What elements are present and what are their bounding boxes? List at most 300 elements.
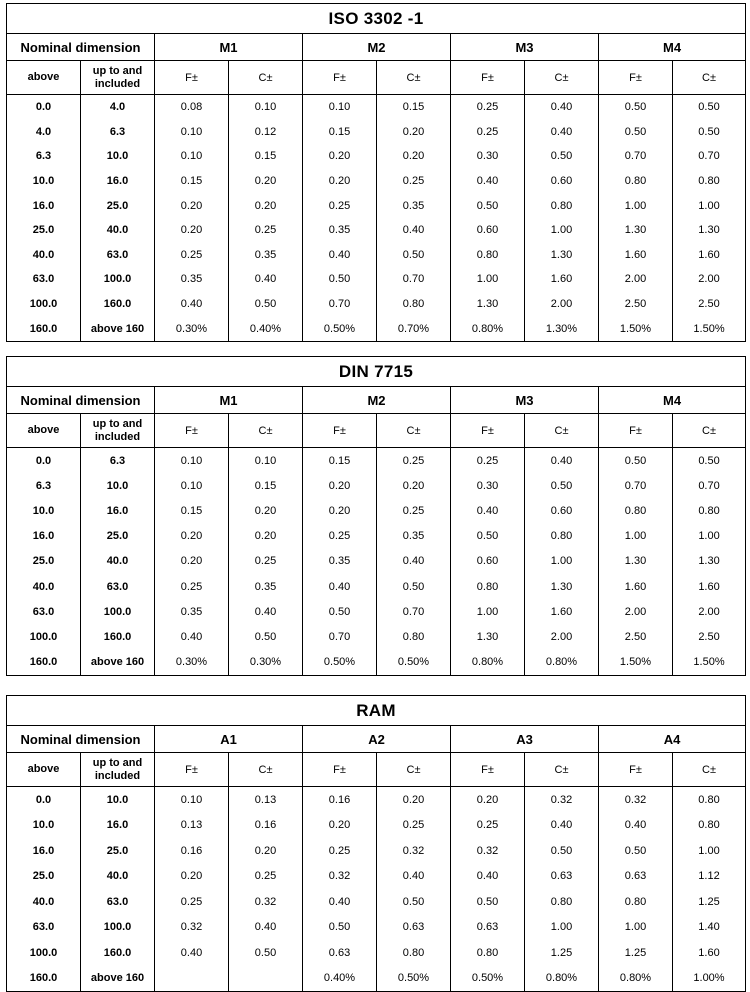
group-header-row bbox=[7, 726, 746, 753]
tolerance-value: 2.50 bbox=[599, 625, 673, 650]
above-value: 160.0 bbox=[7, 650, 81, 676]
tolerance-value: 0.32 bbox=[377, 838, 451, 864]
tolerance-value: 0.25 bbox=[451, 448, 525, 474]
tolerance-value: 0.50 bbox=[377, 889, 451, 915]
tolerance-value: 0.40 bbox=[303, 243, 377, 268]
table-row bbox=[7, 218, 746, 243]
above-value: 40.0 bbox=[7, 889, 81, 915]
tolerance-value: 0.32 bbox=[155, 915, 229, 941]
iso-3302-table bbox=[6, 3, 746, 342]
tolerance-value: 1.60 bbox=[673, 574, 746, 599]
above-value: 100.0 bbox=[7, 292, 81, 317]
tolerance-value: 0.16 bbox=[229, 813, 303, 839]
up-to-value: 25.0 bbox=[81, 524, 155, 549]
tolerance-value: 1.30 bbox=[673, 549, 746, 574]
tolerance-value: 0.80 bbox=[377, 292, 451, 317]
tolerance-value: 0.80 bbox=[673, 169, 746, 194]
tolerance-value: 0.80% bbox=[451, 316, 525, 341]
table-row bbox=[7, 787, 746, 813]
fixed-dimension-header: F± bbox=[599, 753, 673, 787]
tolerance-value: 0.20 bbox=[377, 473, 451, 498]
tolerance-value: 1.00 bbox=[451, 267, 525, 292]
tolerance-value: 0.20 bbox=[229, 169, 303, 194]
tolerance-value: 0.50 bbox=[599, 120, 673, 145]
tolerance-value: 0.80 bbox=[525, 193, 599, 218]
tolerance-value: 1.00 bbox=[525, 549, 599, 574]
tolerance-value: 0.50 bbox=[451, 524, 525, 549]
tolerance-value: 2.00 bbox=[525, 292, 599, 317]
group-header-row bbox=[7, 387, 746, 414]
tolerance-value: 0.20 bbox=[229, 838, 303, 864]
tolerance-value: 0.25 bbox=[303, 193, 377, 218]
tolerance-value: 0.50 bbox=[377, 574, 451, 599]
above-header: above bbox=[7, 61, 81, 95]
tolerance-value: 0.70 bbox=[599, 473, 673, 498]
up-to-value: 63.0 bbox=[81, 889, 155, 915]
tolerance-value: 0.25 bbox=[451, 120, 525, 145]
tolerance-value: 0.20 bbox=[303, 144, 377, 169]
fixed-dimension-header: F± bbox=[599, 414, 673, 448]
fixed-dimension-header: F± bbox=[451, 61, 525, 95]
tolerance-value: 0.20 bbox=[155, 549, 229, 574]
up-to-value: above 160 bbox=[81, 650, 155, 676]
tolerance-value: 0.10 bbox=[155, 787, 229, 813]
tolerance-value: 0.50% bbox=[303, 316, 377, 341]
above-header: above bbox=[7, 414, 81, 448]
tolerance-value: 0.35 bbox=[377, 193, 451, 218]
tolerance-value: 0.50 bbox=[451, 193, 525, 218]
tolerance-value: 0.20 bbox=[155, 524, 229, 549]
table-row bbox=[7, 549, 746, 574]
tolerance-value: 0.35 bbox=[377, 524, 451, 549]
tolerance-value bbox=[229, 966, 303, 992]
tolerance-value: 0.35 bbox=[155, 599, 229, 624]
tolerance-value: 1.30 bbox=[525, 574, 599, 599]
tolerance-class-header: A1 bbox=[155, 726, 303, 753]
above-value: 160.0 bbox=[7, 316, 81, 341]
tolerance-value: 1.30 bbox=[451, 292, 525, 317]
tolerance-value: 0.80% bbox=[525, 966, 599, 992]
tolerance-value: 1.00 bbox=[673, 838, 746, 864]
tolerance-value: 1.60 bbox=[673, 243, 746, 268]
tolerance-value: 0.35 bbox=[229, 243, 303, 268]
closure-dimension-header: C± bbox=[377, 753, 451, 787]
tolerance-value: 0.80 bbox=[525, 889, 599, 915]
tolerance-value: 0.40% bbox=[229, 316, 303, 341]
tolerance-value: 1.60 bbox=[525, 267, 599, 292]
fixed-dimension-header: F± bbox=[155, 414, 229, 448]
above-value: 6.3 bbox=[7, 144, 81, 169]
tolerance-value: 0.30% bbox=[155, 650, 229, 676]
above-value: 16.0 bbox=[7, 838, 81, 864]
above-value: 63.0 bbox=[7, 599, 81, 624]
tolerance-value: 0.80% bbox=[451, 650, 525, 676]
nominal-dimension-header: Nominal dimension bbox=[7, 34, 155, 61]
tolerance-value: 0.50 bbox=[525, 473, 599, 498]
table-row bbox=[7, 498, 746, 523]
tolerance-value: 0.10 bbox=[155, 120, 229, 145]
tolerance-value: 0.40 bbox=[525, 448, 599, 474]
closure-dimension-header: C± bbox=[673, 61, 746, 95]
above-value: 16.0 bbox=[7, 193, 81, 218]
ram-table bbox=[6, 695, 746, 992]
tolerance-value: 0.32 bbox=[303, 864, 377, 890]
tolerance-value: 1.60 bbox=[525, 599, 599, 624]
tolerance-value: 1.00 bbox=[673, 524, 746, 549]
fixed-dimension-header: F± bbox=[303, 414, 377, 448]
table-row bbox=[7, 813, 746, 839]
tolerance-value: 0.20 bbox=[303, 498, 377, 523]
tolerance-value: 0.10 bbox=[155, 448, 229, 474]
tolerance-class-header: M2 bbox=[303, 34, 451, 61]
tolerance-value: 0.80 bbox=[525, 524, 599, 549]
tolerance-value: 0.50 bbox=[229, 625, 303, 650]
tolerance-class-header: M4 bbox=[599, 34, 746, 61]
tolerance-value: 0.25 bbox=[155, 243, 229, 268]
above-value: 63.0 bbox=[7, 915, 81, 941]
tolerance-value: 0.80 bbox=[599, 169, 673, 194]
tolerance-class-header: M3 bbox=[451, 387, 599, 414]
tolerance-value: 1.25 bbox=[599, 940, 673, 966]
up-to-value: above 160 bbox=[81, 316, 155, 341]
tolerance-value: 0.20 bbox=[377, 120, 451, 145]
closure-dimension-header: C± bbox=[525, 753, 599, 787]
above-header: above bbox=[7, 753, 81, 787]
closure-dimension-header: C± bbox=[525, 61, 599, 95]
tolerance-value: 0.16 bbox=[303, 787, 377, 813]
tolerance-value: 0.25 bbox=[451, 813, 525, 839]
tolerance-value: 0.60 bbox=[525, 169, 599, 194]
tolerance-value: 0.25 bbox=[303, 524, 377, 549]
tolerance-value: 0.50 bbox=[599, 95, 673, 120]
above-value: 16.0 bbox=[7, 524, 81, 549]
tolerance-value: 0.80 bbox=[673, 498, 746, 523]
tolerance-value: 0.10 bbox=[303, 95, 377, 120]
tolerance-value: 0.10 bbox=[155, 144, 229, 169]
closure-dimension-header: C± bbox=[673, 414, 746, 448]
tolerance-value: 0.80 bbox=[599, 498, 673, 523]
tolerance-value: 0.20 bbox=[229, 193, 303, 218]
tolerance-value: 1.30 bbox=[599, 549, 673, 574]
tolerance-value: 0.40 bbox=[525, 95, 599, 120]
tolerance-value: 0.10 bbox=[229, 95, 303, 120]
tolerance-value: 1.00% bbox=[673, 966, 746, 992]
up-to-value: 6.3 bbox=[81, 120, 155, 145]
tolerance-value: 0.70% bbox=[377, 316, 451, 341]
tolerance-value: 0.20 bbox=[303, 813, 377, 839]
tolerance-value: 0.40 bbox=[451, 498, 525, 523]
tolerance-value: 1.60 bbox=[599, 243, 673, 268]
tolerance-value: 2.00 bbox=[673, 267, 746, 292]
tolerance-value: 0.80 bbox=[451, 574, 525, 599]
tolerance-value: 0.25 bbox=[451, 95, 525, 120]
tolerance-value: 1.40 bbox=[673, 915, 746, 941]
up-to-value: 40.0 bbox=[81, 549, 155, 574]
closure-dimension-header: C± bbox=[377, 414, 451, 448]
above-value: 25.0 bbox=[7, 864, 81, 890]
table-title: RAM bbox=[7, 696, 746, 726]
above-value: 0.0 bbox=[7, 787, 81, 813]
tolerance-value: 0.70 bbox=[673, 144, 746, 169]
table-row bbox=[7, 915, 746, 941]
title-row bbox=[7, 4, 746, 34]
tolerance-value: 0.30% bbox=[229, 650, 303, 676]
tolerance-value: 0.32 bbox=[451, 838, 525, 864]
table-row bbox=[7, 292, 746, 317]
tolerance-value: 0.80 bbox=[451, 940, 525, 966]
tolerance-value bbox=[155, 966, 229, 992]
tolerance-value: 0.20 bbox=[451, 787, 525, 813]
closure-dimension-header: C± bbox=[377, 61, 451, 95]
sub-header-row bbox=[7, 61, 746, 95]
tolerance-value: 0.13 bbox=[155, 813, 229, 839]
tolerance-value: 0.40 bbox=[229, 915, 303, 941]
table-row bbox=[7, 574, 746, 599]
tolerance-value: 0.50 bbox=[303, 267, 377, 292]
tolerance-value: 0.20 bbox=[303, 473, 377, 498]
tolerance-value: 0.25 bbox=[377, 169, 451, 194]
table-row bbox=[7, 120, 746, 145]
up-to-value: 25.0 bbox=[81, 193, 155, 218]
tolerance-value: 0.15 bbox=[303, 448, 377, 474]
table-row bbox=[7, 169, 746, 194]
tolerance-class-header: M1 bbox=[155, 387, 303, 414]
tolerance-value: 0.80 bbox=[451, 243, 525, 268]
tolerance-value: 0.50 bbox=[599, 838, 673, 864]
up-to-value: 40.0 bbox=[81, 218, 155, 243]
tolerance-value: 0.63 bbox=[303, 940, 377, 966]
tolerance-value: 0.40 bbox=[155, 292, 229, 317]
up-to-value: 63.0 bbox=[81, 574, 155, 599]
tolerance-value: 1.30% bbox=[525, 316, 599, 341]
above-value: 40.0 bbox=[7, 574, 81, 599]
tolerance-value: 2.50 bbox=[673, 292, 746, 317]
tolerance-value: 0.60 bbox=[451, 218, 525, 243]
tolerance-value: 0.25 bbox=[229, 864, 303, 890]
tolerance-value: 0.32 bbox=[525, 787, 599, 813]
up-to-value: 10.0 bbox=[81, 144, 155, 169]
title-row bbox=[7, 357, 746, 387]
tolerance-value: 0.25 bbox=[229, 549, 303, 574]
table-title: ISO 3302 -1 bbox=[7, 4, 746, 34]
up-to-header: up to and included bbox=[81, 414, 155, 448]
above-value: 25.0 bbox=[7, 549, 81, 574]
tolerance-value: 0.50% bbox=[303, 650, 377, 676]
tolerance-value: 0.20 bbox=[229, 524, 303, 549]
tolerance-value: 0.25 bbox=[155, 889, 229, 915]
tolerance-value: 1.60 bbox=[599, 574, 673, 599]
tolerance-value: 0.50 bbox=[303, 599, 377, 624]
closure-dimension-header: C± bbox=[673, 753, 746, 787]
closure-dimension-header: C± bbox=[229, 61, 303, 95]
fixed-dimension-header: F± bbox=[303, 61, 377, 95]
above-value: 0.0 bbox=[7, 95, 81, 120]
above-value: 10.0 bbox=[7, 498, 81, 523]
tolerance-value: 0.08 bbox=[155, 95, 229, 120]
tolerance-value: 0.20 bbox=[377, 144, 451, 169]
tolerance-value: 0.35 bbox=[303, 549, 377, 574]
tolerance-class-header: M1 bbox=[155, 34, 303, 61]
tolerance-value: 1.00 bbox=[599, 524, 673, 549]
table-row bbox=[7, 966, 746, 992]
up-to-value: 25.0 bbox=[81, 838, 155, 864]
tolerance-value: 0.25 bbox=[377, 498, 451, 523]
tolerance-value: 0.50% bbox=[451, 966, 525, 992]
tolerance-value: 0.40 bbox=[303, 574, 377, 599]
above-value: 160.0 bbox=[7, 966, 81, 992]
title-row bbox=[7, 696, 746, 726]
tolerance-value: 0.15 bbox=[229, 144, 303, 169]
tolerance-value: 0.50 bbox=[303, 915, 377, 941]
up-to-value: 4.0 bbox=[81, 95, 155, 120]
tolerance-class-header: M4 bbox=[599, 387, 746, 414]
above-value: 40.0 bbox=[7, 243, 81, 268]
tolerance-value: 0.50 bbox=[673, 95, 746, 120]
tolerance-value: 0.30 bbox=[451, 473, 525, 498]
table-row bbox=[7, 889, 746, 915]
table-row bbox=[7, 625, 746, 650]
up-to-value: 160.0 bbox=[81, 940, 155, 966]
tolerance-value: 0.50 bbox=[525, 144, 599, 169]
tolerance-value: 0.40 bbox=[377, 218, 451, 243]
tolerance-value: 0.60 bbox=[451, 549, 525, 574]
tolerance-value: 0.40 bbox=[525, 813, 599, 839]
tolerance-value: 1.00 bbox=[599, 193, 673, 218]
tolerance-value: 0.70 bbox=[599, 144, 673, 169]
tolerance-value: 0.50 bbox=[377, 243, 451, 268]
above-value: 10.0 bbox=[7, 813, 81, 839]
tolerance-value: 1.50% bbox=[673, 316, 746, 341]
up-to-header: up to and included bbox=[81, 61, 155, 95]
fixed-dimension-header: F± bbox=[451, 753, 525, 787]
table-row bbox=[7, 243, 746, 268]
tolerance-value: 0.25 bbox=[229, 218, 303, 243]
up-to-value: 160.0 bbox=[81, 625, 155, 650]
tolerance-value: 0.50 bbox=[525, 838, 599, 864]
tolerance-class-header: A2 bbox=[303, 726, 451, 753]
tolerance-value: 1.30 bbox=[599, 218, 673, 243]
above-value: 100.0 bbox=[7, 940, 81, 966]
tolerance-value: 2.00 bbox=[599, 599, 673, 624]
up-to-value: 16.0 bbox=[81, 498, 155, 523]
tolerance-value: 0.70 bbox=[673, 473, 746, 498]
tolerance-value: 1.30 bbox=[525, 243, 599, 268]
tolerance-value: 0.40 bbox=[377, 549, 451, 574]
tolerance-value: 0.63 bbox=[377, 915, 451, 941]
tolerance-value: 0.80 bbox=[673, 813, 746, 839]
tolerance-value: 0.10 bbox=[229, 448, 303, 474]
tolerance-value: 0.50 bbox=[673, 120, 746, 145]
tolerance-value: 1.00 bbox=[525, 218, 599, 243]
tolerance-value: 0.20 bbox=[377, 787, 451, 813]
sub-header-row bbox=[7, 753, 746, 787]
closure-dimension-header: C± bbox=[229, 753, 303, 787]
up-to-value: 16.0 bbox=[81, 813, 155, 839]
tolerance-value: 0.40% bbox=[303, 966, 377, 992]
above-value: 25.0 bbox=[7, 218, 81, 243]
tolerance-value: 0.13 bbox=[229, 787, 303, 813]
table-row bbox=[7, 95, 746, 120]
closure-dimension-header: C± bbox=[229, 414, 303, 448]
tolerance-value: 0.63 bbox=[451, 915, 525, 941]
nominal-dimension-header: Nominal dimension bbox=[7, 726, 155, 753]
above-value: 63.0 bbox=[7, 267, 81, 292]
tolerance-value: 1.60 bbox=[673, 940, 746, 966]
table-row bbox=[7, 940, 746, 966]
tolerance-value: 0.40 bbox=[303, 889, 377, 915]
tolerance-value: 1.00 bbox=[599, 915, 673, 941]
tolerance-class-header: M2 bbox=[303, 387, 451, 414]
tolerance-value: 0.40 bbox=[229, 267, 303, 292]
tolerance-value: 0.20 bbox=[303, 169, 377, 194]
tolerance-value: 0.30 bbox=[451, 144, 525, 169]
tolerance-value: 0.50 bbox=[451, 889, 525, 915]
tolerance-value: 1.50% bbox=[599, 650, 673, 676]
fixed-dimension-header: F± bbox=[155, 753, 229, 787]
up-to-value: 16.0 bbox=[81, 169, 155, 194]
tolerance-value: 1.30 bbox=[673, 218, 746, 243]
tolerance-value: 0.70 bbox=[303, 625, 377, 650]
tolerance-value: 0.20 bbox=[155, 193, 229, 218]
nominal-dimension-header: Nominal dimension bbox=[7, 387, 155, 414]
tolerance-value: 0.15 bbox=[155, 498, 229, 523]
fixed-dimension-header: F± bbox=[599, 61, 673, 95]
tolerance-value: 0.50 bbox=[229, 940, 303, 966]
tolerance-value: 1.50% bbox=[599, 316, 673, 341]
tolerance-value: 0.70 bbox=[377, 267, 451, 292]
tolerance-value: 0.50% bbox=[377, 966, 451, 992]
up-to-value: 6.3 bbox=[81, 448, 155, 474]
tolerance-value: 0.50 bbox=[599, 448, 673, 474]
tolerance-value: 0.40 bbox=[229, 599, 303, 624]
tolerance-value: 2.00 bbox=[525, 625, 599, 650]
up-to-value: 100.0 bbox=[81, 915, 155, 941]
tolerance-value: 0.60 bbox=[525, 498, 599, 523]
table-row bbox=[7, 599, 746, 624]
table-row bbox=[7, 838, 746, 864]
tolerance-value: 0.40 bbox=[451, 169, 525, 194]
tolerance-value: 0.80% bbox=[525, 650, 599, 676]
tolerance-value: 0.40 bbox=[377, 864, 451, 890]
tolerance-value: 1.30 bbox=[451, 625, 525, 650]
fixed-dimension-header: F± bbox=[451, 414, 525, 448]
tolerance-value: 0.12 bbox=[229, 120, 303, 145]
up-to-value: 10.0 bbox=[81, 473, 155, 498]
tolerance-class-header: M3 bbox=[451, 34, 599, 61]
tolerance-class-header: A3 bbox=[451, 726, 599, 753]
tolerance-value: 0.50 bbox=[229, 292, 303, 317]
tolerance-value: 2.00 bbox=[599, 267, 673, 292]
up-to-value: 10.0 bbox=[81, 787, 155, 813]
tolerance-value: 0.40 bbox=[525, 120, 599, 145]
tolerance-value: 0.32 bbox=[229, 889, 303, 915]
tolerance-value: 1.00 bbox=[525, 915, 599, 941]
up-to-value: 40.0 bbox=[81, 864, 155, 890]
tolerance-value: 0.40 bbox=[451, 864, 525, 890]
table-title: DIN 7715 bbox=[7, 357, 746, 387]
table-row bbox=[7, 473, 746, 498]
tolerance-value: 0.16 bbox=[155, 838, 229, 864]
tolerance-value: 0.15 bbox=[229, 473, 303, 498]
up-to-header: up to and included bbox=[81, 753, 155, 787]
tolerance-value: 0.35 bbox=[155, 267, 229, 292]
table-row bbox=[7, 864, 746, 890]
tolerance-value: 0.50% bbox=[377, 650, 451, 676]
above-value: 0.0 bbox=[7, 448, 81, 474]
tolerance-value: 0.25 bbox=[377, 813, 451, 839]
up-to-value: 160.0 bbox=[81, 292, 155, 317]
table-row bbox=[7, 448, 746, 474]
